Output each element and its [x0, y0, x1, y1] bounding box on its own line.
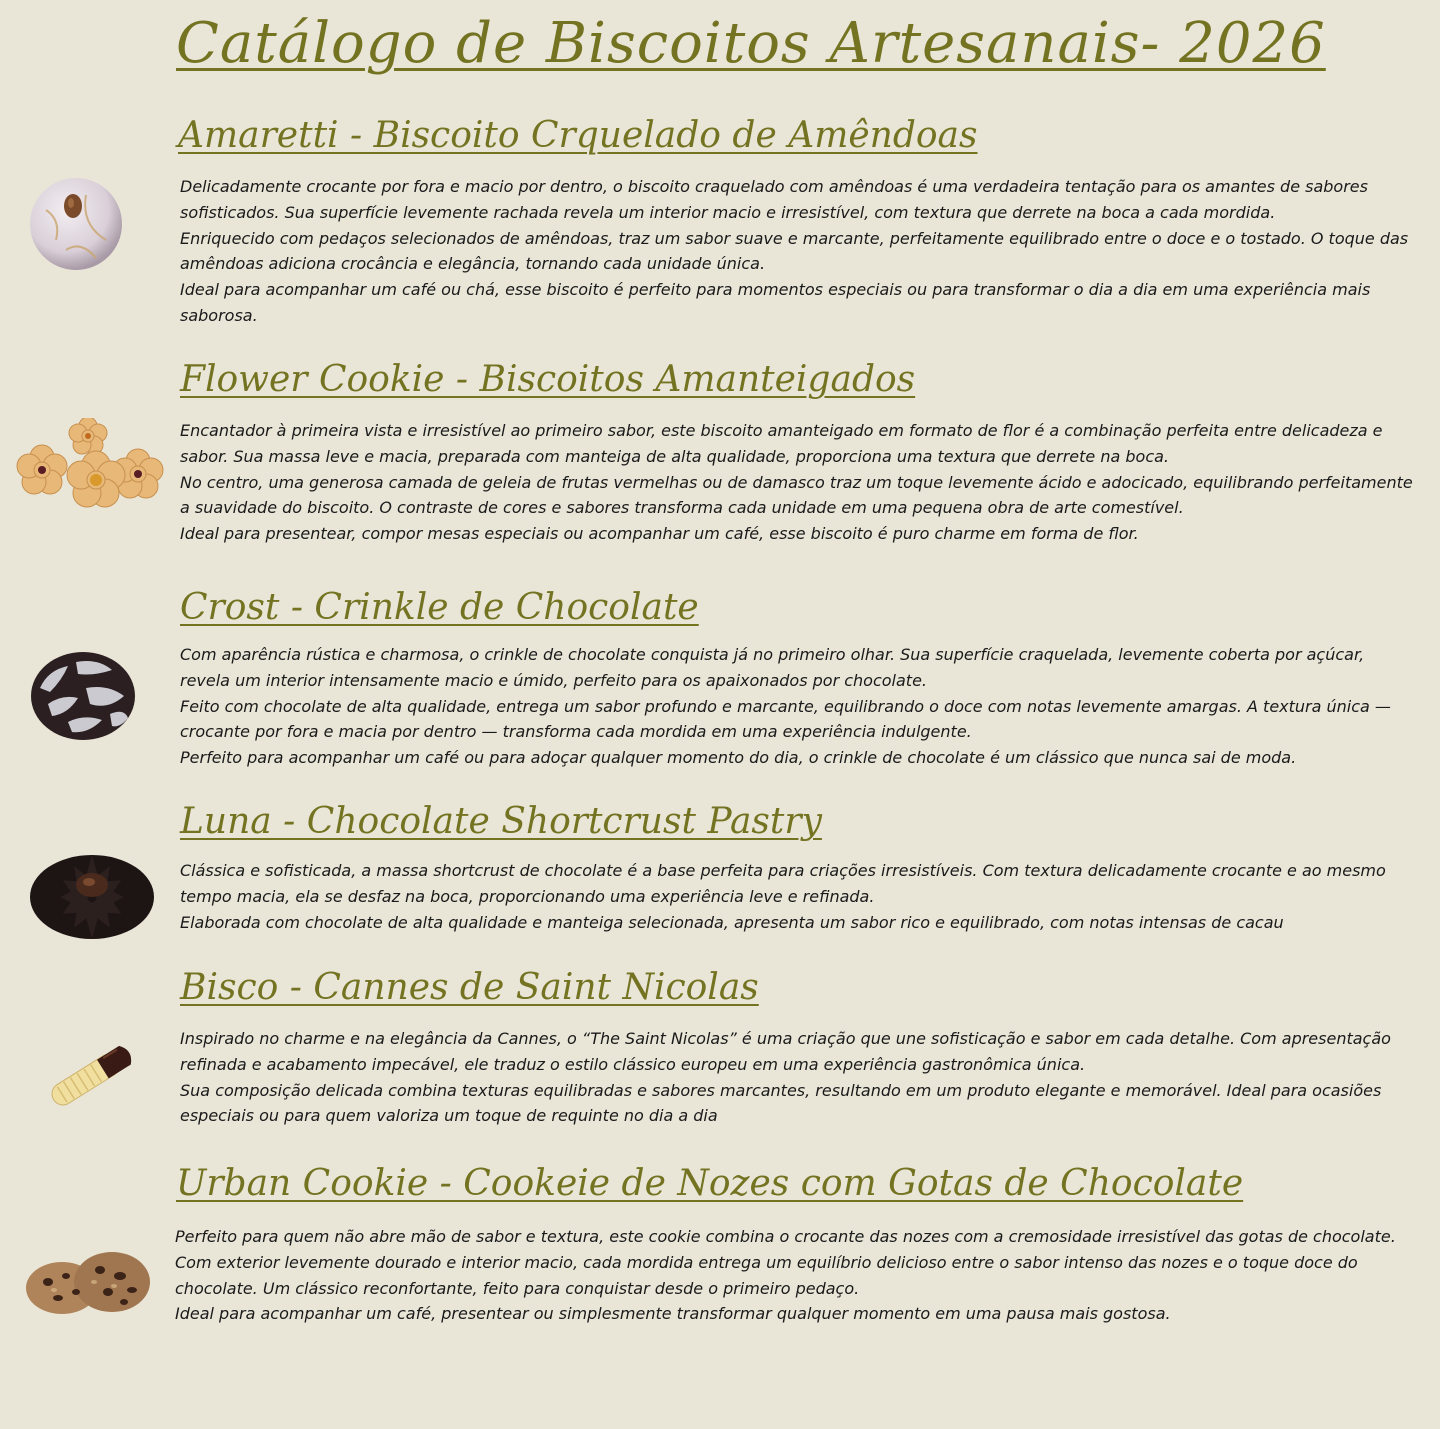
- section-title: Crost - Crinkle de Chocolate: [180, 587, 699, 628]
- almond-cookie-image: [26, 170, 126, 274]
- paragraph: Ideal para acompanhar um café, presentear ou simplesmente transformar qualquer momento em uma pausa mais gostosa.: [175, 1304, 1171, 1324]
- paragraph: Elaborada com chocolate de alta qualidade e manteiga selecionada, apresenta um sabor rico e equilibrado, com notas intensas de cacau: [180, 912, 1284, 932]
- section-title: Amaretti - Biscoito Crquelado de Amêndoas: [178, 115, 978, 156]
- paragraph: Perfeito para quem não abre mão de sabor e textura, este cookie combina o crocante das nozes com a cremosidade irresistível das gotas de chocolate.: [175, 1227, 1396, 1246]
- paragraph: No centro, uma generosa camada de geleia de frutas vermelhas ou de damasco traz um toque levemente ácido e adocicado, equilibrando perfeitamente a suavidade do biscoito. O contraste de cores e sabores transforma cada unidade em uma pequena obra de arte comestível.: [180, 472, 1413, 518]
- paragraph: Encantador à primeira vista e irresistível ao primeiro sabor, este biscoito amanteigado em formato de flor é a combinação perfeita entre delicadeza e sabor. Sua massa leve e macia, preparada com manteiga de alta qualidade, proporciona uma textura que derrete na boca.: [180, 421, 1383, 466]
- section-title: Urban Cookie - Cookeie de Nozes com Gotas de Chocolate: [176, 1163, 1244, 1204]
- section-description: [175, 1224, 1410, 1327]
- paragraph: Ideal para presentear, compor mesas especiais ou acompanhar um café, esse biscoito é puro charme em forma de flor.: [180, 524, 1139, 544]
- section-title: Luna - Chocolate Shortcrust Pastry: [180, 801, 822, 842]
- chocolate-shortcrust-image: [28, 852, 156, 942]
- paragraph: Enriquecido com pedaços selecionados de amêndoas, traz um sabor suave e marcante, perfeitamente equilibrado entre o doce e o tostado. O toque das amêndoas adiciona crocância e elegância, tornando cada unidade única.: [180, 228, 1409, 274]
- section-title: Bisco - Cannes de Saint Nicolas: [180, 967, 759, 1008]
- paragraph: Delicadamente crocante por fora e macio por dentro, o biscoito craquelado com amêndoas é uma verdadeira tentação para os amantes de sabores sofisticados. Sua superfície levemente rachada revela um interior macio e irresistível, com textura que derrete na boca a cada mordida.: [180, 177, 1368, 222]
- catalog-title: Catálogo de Biscoitos Artesanais- 2026: [176, 11, 1326, 76]
- paragraph: Clássica e sofisticada, a massa shortcrust de chocolate é a base perfeita para criações irresistíveis. Com textura delicadamente crocante e ao mesmo tempo macia, ela se desfaz na boca, proporcionando uma experiência leve e refinada.: [180, 861, 1386, 906]
- paragraph: Feito com chocolate de alta qualidade, entrega um sabor profundo e marcante, equilibrando o doce com notas levemente amargas. A textura única — crocante por fora e macia por dentro — transforma cada mordida em uma experiência indulgente.: [180, 696, 1391, 742]
- paragraph: Inspirado no charme e na elegância da Cannes, o “The Saint Nicolas” é uma criação que une sofisticação e sabor em cada detalhe. Com apresentação refinada e acabamento impecável, ele traduz o estilo clássico europeu em uma experiência gastronômica única.: [180, 1029, 1391, 1074]
- chocolate-chip-cookies-image: [24, 1246, 152, 1318]
- dipped-finger-cookie-image: [40, 1034, 146, 1114]
- paragraph: Sua composição delicada combina texturas equilibradas e sabores marcantes, resultando em um produto elegante e memorável. Ideal para ocasiões especiais ou para quem valoriza um toque de requinte no dia a dia: [180, 1080, 1382, 1126]
- section-title: Flower Cookie - Biscoitos Amanteigados: [180, 359, 916, 400]
- paragraph: Com aparência rústica e charmosa, o crinkle de chocolate conquista já no primeiro olhar. Sua superfície craquelada, levemente coberta por açúcar, revela um interior intensamente macio e úmido, perfeito para os apaixonados por chocolate.: [180, 645, 1365, 690]
- section-description: [180, 418, 1415, 547]
- section-description: [180, 858, 1415, 935]
- paragraph: Ideal para acompanhar um café ou chá, esse biscoito é perfeito para momentos especiais ou para transformar o dia a dia em uma experiência mais saborosa.: [180, 280, 1371, 325]
- section-description: [180, 174, 1415, 329]
- paragraph: Com exterior levemente dourado e interior macio, cada mordida entrega um equilíbrio delicioso entre o sabor intenso das nozes e o toque doce do chocolate. Um clássico reconfortante, feito para conquistar desde o primeiro pedaço.: [175, 1252, 1358, 1298]
- flower-cookies-image: [8, 418, 168, 510]
- paragraph: Perfeito para acompanhar um café ou para adoçar qualquer momento do dia, o crinkle de chocolate é um clássico que nunca sai de moda.: [180, 748, 1297, 768]
- section-description: [180, 1026, 1415, 1129]
- chocolate-crinkle-image: [28, 648, 138, 742]
- section-description: [180, 642, 1415, 771]
